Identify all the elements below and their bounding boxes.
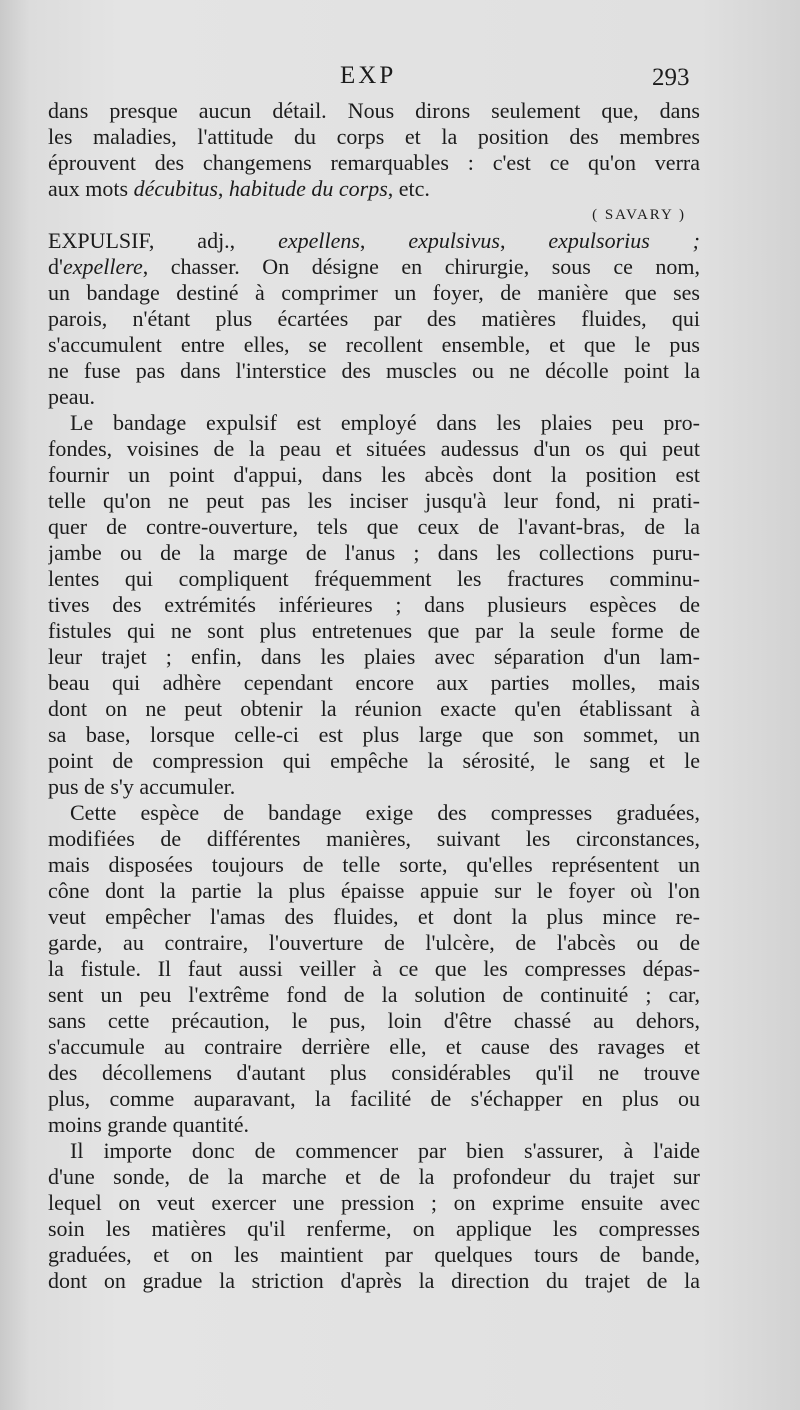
italic-term: décubitus — [133, 176, 218, 201]
text-line — [48, 176, 700, 202]
text-line — [48, 358, 700, 384]
body-text — [48, 98, 700, 1294]
text-run: modifiées de différentes manières, suivant les circonstances, — [48, 826, 700, 851]
text-line — [48, 592, 700, 618]
text-line — [48, 514, 700, 540]
text-run: la fistule. Il faut aussi veiller à ce que les compresses dépas- — [48, 956, 700, 981]
text-run: des décollemens d'autant plus considérables qu'il ne trouve — [48, 1060, 700, 1085]
text-run: , — [217, 176, 229, 201]
text-run: s'accumulent entre elles, se recollent ensemble, et que le pus — [48, 332, 700, 357]
text-run: fondes, voisines de la peau et situées audessus d'un os qui peut — [48, 436, 700, 461]
text-line — [48, 696, 700, 722]
text-run: EXPULSIF, adj., — [48, 228, 279, 253]
text-line — [48, 540, 700, 566]
italic-term: expulsorius ; — [548, 228, 700, 253]
text-line — [48, 930, 700, 956]
text-run: , — [499, 228, 549, 253]
text-run: fistules qui ne sont plus entretenues que par la seule forme de — [48, 618, 700, 643]
text-line — [48, 1190, 700, 1216]
text-line — [48, 1216, 700, 1242]
text-run: un bandage destiné à comprimer un foyer, de manière que ses — [48, 280, 700, 305]
text-line — [48, 800, 700, 826]
text-run: ne fuse pas dans l'interstice des muscles ou ne décolle point la — [48, 358, 700, 383]
text-line — [48, 410, 700, 436]
text-run: Cette espèce de bandage exige des compresses graduées, — [70, 800, 700, 825]
text-run: , etc. — [387, 176, 430, 201]
text-line — [48, 384, 700, 410]
text-line — [48, 722, 700, 748]
italic-term: expellens — [278, 228, 360, 253]
text-run: plus, comme auparavant, la facilité de s'échapper en plus ou — [48, 1086, 700, 1111]
text-run: dont on gradue la striction d'après la direction du trajet de la — [48, 1268, 700, 1293]
text-run: d'une sonde, de la marche et de la profondeur du trajet sur — [48, 1164, 700, 1189]
text-run: s'accumule au contraire derrière elle, et cause des ravages et — [48, 1034, 700, 1059]
text-run: d' — [48, 254, 63, 279]
text-line — [48, 1008, 700, 1034]
text-run: les maladies, l'attitude du corps et la position des membres — [48, 124, 700, 149]
text-line — [48, 1268, 700, 1294]
text-run: tives des extrémités inférieures ; dans plusieurs espèces de — [48, 592, 700, 617]
text-line — [48, 826, 700, 852]
text-run: peau. — [48, 384, 96, 409]
text-run: , — [359, 228, 409, 253]
text-run: quer de contre-ouverture, tels que ceux de l'avant-bras, de la — [48, 514, 700, 539]
text-run: veut empêcher l'amas des fluides, et dont la plus mince re- — [48, 904, 700, 929]
text-run: garde, au contraire, l'ouverture de l'ulcère, de l'abcès ou de — [48, 930, 700, 955]
text-line — [48, 670, 700, 696]
text-line — [48, 1138, 700, 1164]
text-run: mais disposées toujours de telle sorte, qu'elles représentent un — [48, 852, 700, 877]
text-run: Le bandage expulsif est employé dans les plaies peu pro- — [70, 410, 700, 435]
text-run: éprouvent des changemens remarquables : c'est ce qu'on verra — [48, 150, 700, 175]
italic-term: habitude du corps — [228, 176, 388, 201]
text-line — [48, 436, 700, 462]
text-line — [48, 306, 700, 332]
text-run: leur trajet ; enfin, dans les plaies avec séparation d'un lam- — [48, 644, 700, 669]
text-line — [48, 1242, 700, 1268]
text-line — [48, 98, 700, 124]
text-run: Il importe donc de commencer par bien s'assurer, à l'aide — [70, 1138, 700, 1163]
italic-term: expellere — [62, 254, 143, 279]
text-run: aux mots — [48, 176, 134, 201]
text-run: graduées, et on les maintient par quelques tours de bande, — [48, 1242, 700, 1267]
author-signature — [48, 202, 700, 228]
text-line — [48, 852, 700, 878]
text-run: jambe ou de la marge de l'anus ; dans les collections puru- — [48, 540, 700, 565]
page-number: 293 — [652, 64, 690, 91]
text-run: parois, n'étant plus écartées par des matières fluides, qui — [48, 306, 700, 331]
text-run: dont on ne peut obtenir la réunion exacte qu'en établissant à — [48, 696, 700, 721]
running-title: EXP — [340, 62, 397, 89]
text-run: dans presque aucun détail. Nous dirons seulement que, dans — [48, 98, 700, 123]
text-run: beau qui adhère cependant encore aux parties molles, mais — [48, 670, 700, 695]
text-run: ( SAVARY ) — [592, 207, 686, 223]
running-head — [0, 62, 800, 98]
text-line — [48, 462, 700, 488]
text-line — [48, 566, 700, 592]
text-run: soin les matières qu'il renferme, on applique les compresses — [48, 1216, 700, 1241]
text-run: lentes qui compliquent fréquemment les fractures comminu- — [48, 566, 700, 591]
text-line — [48, 280, 700, 306]
text-line — [48, 956, 700, 982]
text-line — [48, 254, 700, 280]
text-line — [48, 748, 700, 774]
italic-term: expulsivus — [408, 228, 500, 253]
text-line — [48, 618, 700, 644]
text-run: sans cette précaution, le pus, loin d'être chassé au dehors, — [48, 1008, 700, 1033]
text-line — [48, 228, 700, 254]
text-line — [48, 1060, 700, 1086]
text-run: sent un peu l'extrême fond de la solution de continuité ; car, — [48, 982, 700, 1007]
text-run: fournir un point d'appui, dans les abcès dont la position est — [48, 462, 700, 487]
text-run: sa base, lorsque celle-ci est plus large que son sommet, un — [48, 722, 700, 747]
text-line — [48, 982, 700, 1008]
text-line — [48, 332, 700, 358]
text-run: point de compression qui empêche la sérosité, le sang et le — [48, 748, 700, 773]
text-run: cône dont la partie la plus épaisse appuie sur le foyer où l'on — [48, 878, 700, 903]
text-line — [48, 644, 700, 670]
text-run: pus de s'y accumuler. — [48, 774, 236, 799]
text-line — [48, 1034, 700, 1060]
text-line — [48, 488, 700, 514]
text-line — [48, 1164, 700, 1190]
text-line — [48, 1112, 700, 1138]
text-line — [48, 1086, 700, 1112]
text-run: lequel on veut exercer une pression ; on exprime ensuite avec — [48, 1190, 700, 1215]
text-line — [48, 904, 700, 930]
text-run: moins grande quantité. — [48, 1112, 250, 1137]
text-run: , chasser. On désigne en chirurgie, sous ce nom, — [142, 254, 700, 279]
text-line — [48, 774, 700, 800]
text-run: telle qu'on ne peut pas les inciser jusqu'à leur fond, ni prati- — [48, 488, 700, 513]
text-line — [48, 150, 700, 176]
text-line — [48, 878, 700, 904]
text-line — [48, 124, 700, 150]
